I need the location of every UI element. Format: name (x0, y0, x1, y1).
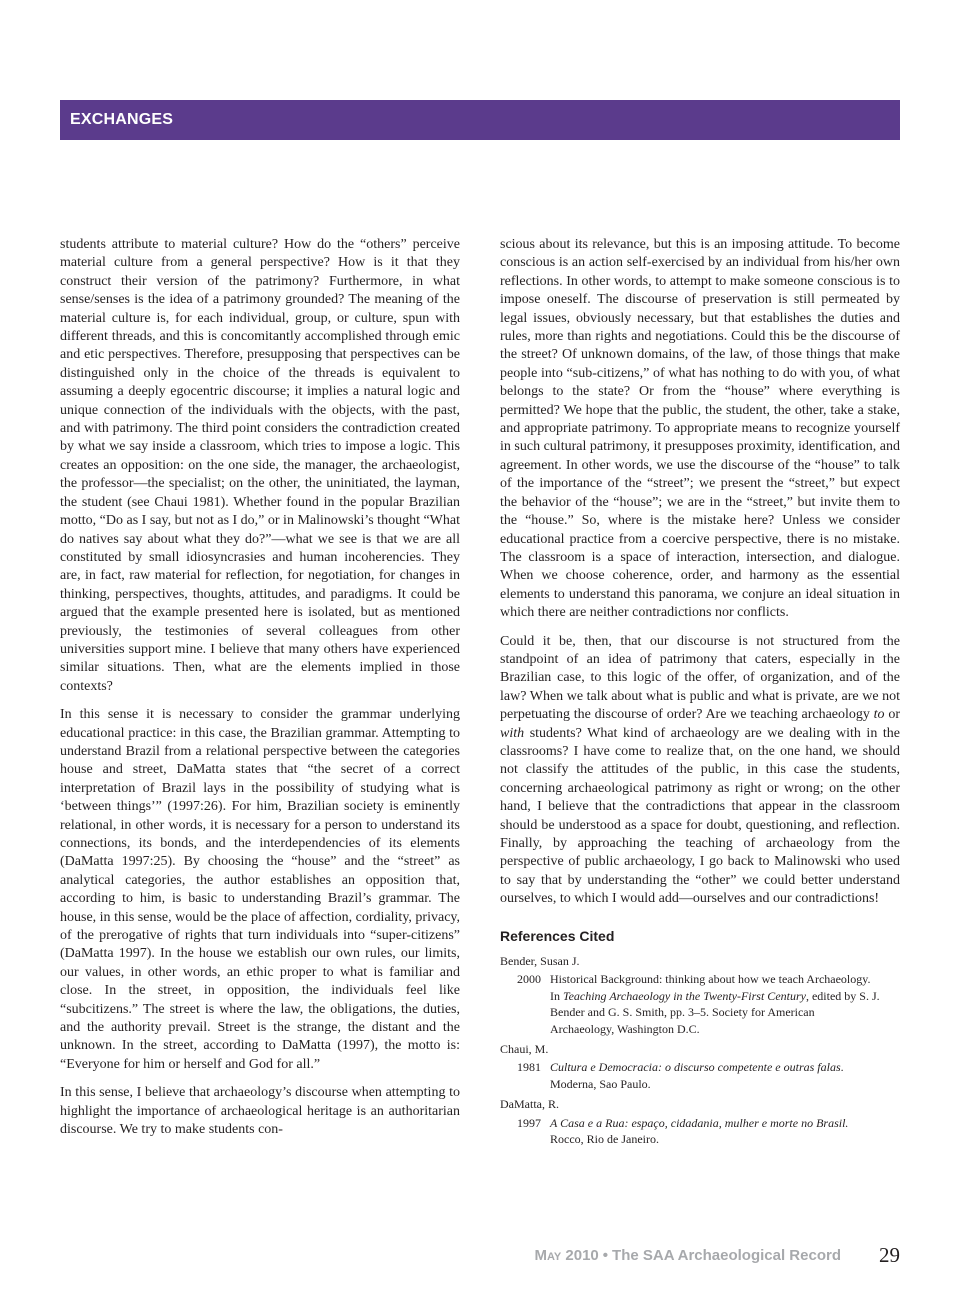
reference-year: 2000 (517, 972, 541, 987)
footer-bullet: • (602, 1246, 609, 1264)
right-paragraph-1: scious about its relevance, but this is an imposing attitude. To become conscious is an action self-exercised by an individual from his/her own reflections. In other words, to attempt to make someone conscious is to impose oneself. The discourse of preservation is still permeated by legal issues, obviously necessary, but that establishes the duties and rules, more than rights and negotiations. Could this be the discourse of the street? Of unknown domains, of the law, of those things that make people into “sub-citizens,” of what has nothing to do with you, of what belongs to the state? Or from the “house” where everything is permitted? We hope that the public, the student, the other, take a stake, and appropriate patrimony. To appropriate means to recognize yourself in such cultural patrimony, it presupposes proximity, identification, and agreement. In other words, we use the discourse of the “house” to talk of the importance of the “street”; we present the “street,” but expect the behavior of the “house”; we are in the “street,” but invite them to the “house.” So, where is the mistake here? Unless we consider educational practice from a coercive perspective, there is no mistake. The classroom is a space of interaction, intersection, and dialogue. When we choose coherence, order, and harmony as the essential elements to understand this panorama, we conjure an ideal situation in which there are neither contradictions nor conflicts. (500, 237, 900, 621)
footer-month-year: May 2010 (534, 1246, 599, 1264)
section-label: EXCHANGES (70, 111, 174, 128)
reference-author: Chaui, M. (500, 1042, 549, 1057)
reference-title: A Casa e a Rua: espaço, cidadania, mulher e morte no Brasil. (550, 1115, 849, 1130)
left-paragraph-2: In this sense it is necessary to consider the grammar underlying educational practice: in this case, the Brazilian grammar. Attempting to understand Brazil from a relational perspective between the categories house and street, DaMatta states that “the secret of a correct interpretation of Brazil lays in the possibility of studying what is ‘between things’” (1997:26). For him, Brazilian society is eminently relational, in other words, it is necessary for a person to understand its connections, its bonds, and the interdependencies of its elements (DaMatta 1997:25). By choosing the “house” and the “street” as analytical categories, the author establishes an opposition that, according to him, is basic to understanding Brazil’s grammar. The house, in this sense, would be the place of affection, cordiality, privacy, of the prerogative of rights that turn individuals into “super-citizens” (DaMatta 1997). In the house we establish our own rules, our limits, our values, in other words, an ethic proper to what is familiar and close. In the street, in opposition, the individuals feel like “subcitizens.” The street is where the law, the obligations, the duties, and the authority prevail. Street is the strange, the distant and the unknown. In the street, according to DaMatta (1997), the motto is: “Everyone for him or herself and God for all.” (60, 707, 460, 1072)
reference-entry (500, 1059, 900, 1092)
reference-citation: Cultura e Democracia: o discurso competente e outras falas. Moderna, Sao Paulo. (550, 1060, 844, 1091)
reference-entry (500, 971, 900, 1037)
footer-publication: The SAA Archaeological Record (612, 1246, 841, 1264)
reference-citation: A Casa e a Rua: espaço, cidadania, mulher e morte no Brasil. Rocco, Rio de Janeiro. (550, 1115, 849, 1147)
right-paragraph-2-text-a: Could it be, then, that our discourse is not structured from the standpoint of an idea of patrimony that caters, especially in the Brazilian case, to this logic of the offer, of organization, and of the law? When we talk about what is public and what is private, are we not perpetuating the discourse of order? Are we teaching archaeology (500, 633, 900, 723)
emphasis-with: with (500, 725, 525, 741)
reference-author: Bender, Susan J. (500, 954, 580, 969)
right-column (500, 236, 900, 1152)
right-paragraph-2-or: or (884, 707, 900, 723)
reference-title: Cultura e Democracia: o discurso competente e outras falas (550, 1060, 841, 1075)
right-paragraph-2 (500, 633, 900, 909)
left-column (60, 236, 460, 1150)
emphasis-to: to (873, 707, 885, 723)
right-paragraph-2-text-b: students? What kind of archaeology are we dealing with in the classrooms? I have come to realize that, on the one hand, we should not classify the attitudes of the public, in this case the students, concerning archaeological patrimony as right or wrong; on the other hand, I believe that the contradictions that appear in the classroom should be understood as a space for doubt, questioning, and reflection. Finally, by approaching the teaching of archaeology from the perspective of public archaeology, I go back to Malinowski who used to say that by understanding the “other” we could better understand ourselves, to which I would add—ourselves and our contradictions! (500, 725, 900, 907)
reference-year: 1997 (517, 1115, 541, 1130)
reference-year: 1981 (517, 1060, 541, 1075)
left-paragraph-1: students attribute to material culture? How do the “others” perceive material culture from a general perspective? How is it that they construct their version of the patrimony? Furthermore, in what sense/senses is the idea of a patrimony grounded? The meaning of the material culture is, for each individual, group, or culture, spun with different threads, and this is concomitantly accomplished through emic and etic perspectives. Therefore, presupposing that perspectives can be distinguished only in the choice of the threads is equivalent to assuming a deeply egocentric discourse; it implies a natural logic and unique connection of the individuals with the objects, with the past, and with patrimony. The third point considers the contradiction created by what we say inside a classroom, which tries to impose a logic. This creates an opposition: on the one side, the manager, the archaeologist, the professor—the specialist; on the other, the uninitiated, the layman, the student (see Chaui 1981). Whether found in the popular Brazilian motto, “Do as I say, but not as I do,” or in Malinowski’s thought “What do natives say about what they do?”—what we see is that we are all constituted by small idiosyncrasies and human incoherencies. They are, in fact, raw material for reflection, for negotiation, for changes in thinking, perspectives, thoughts, attitudes, and paradigms. It could be argued that the example presented here is isolated, but as mentioned previously, the testimonies of several colleagues from other universities support mine. I believe that many others have experienced similar situations. Then, what are the elements implied in those contexts? (60, 237, 460, 694)
references-list (500, 953, 900, 1147)
footer-publication-line (534, 1247, 841, 1264)
section-banner (60, 100, 900, 140)
references-heading: References Cited (500, 927, 615, 944)
reference-author: DaMatta, R. (500, 1097, 559, 1112)
page-number: 29 (879, 1242, 900, 1267)
reference-citation: Historical Background: thinking about how we teach Archaeology. In Teaching Archaeology in the Twenty-First Century, edited by S. J. Bender and G. S. Smith, pp. 3–5. Society for American Archaeology, Washington D.C. (550, 972, 880, 1036)
reference-entry (500, 1115, 900, 1148)
left-paragraph-3: In this sense, I believe that archaeology’s discourse when attempting to highlight the importance of archaeological heritage is an authoritarian discourse. We try to make students con- (60, 1085, 460, 1138)
page-footer (534, 1240, 900, 1270)
reference-title: Teaching Archaeology in the Twenty-First Century (563, 988, 806, 1003)
